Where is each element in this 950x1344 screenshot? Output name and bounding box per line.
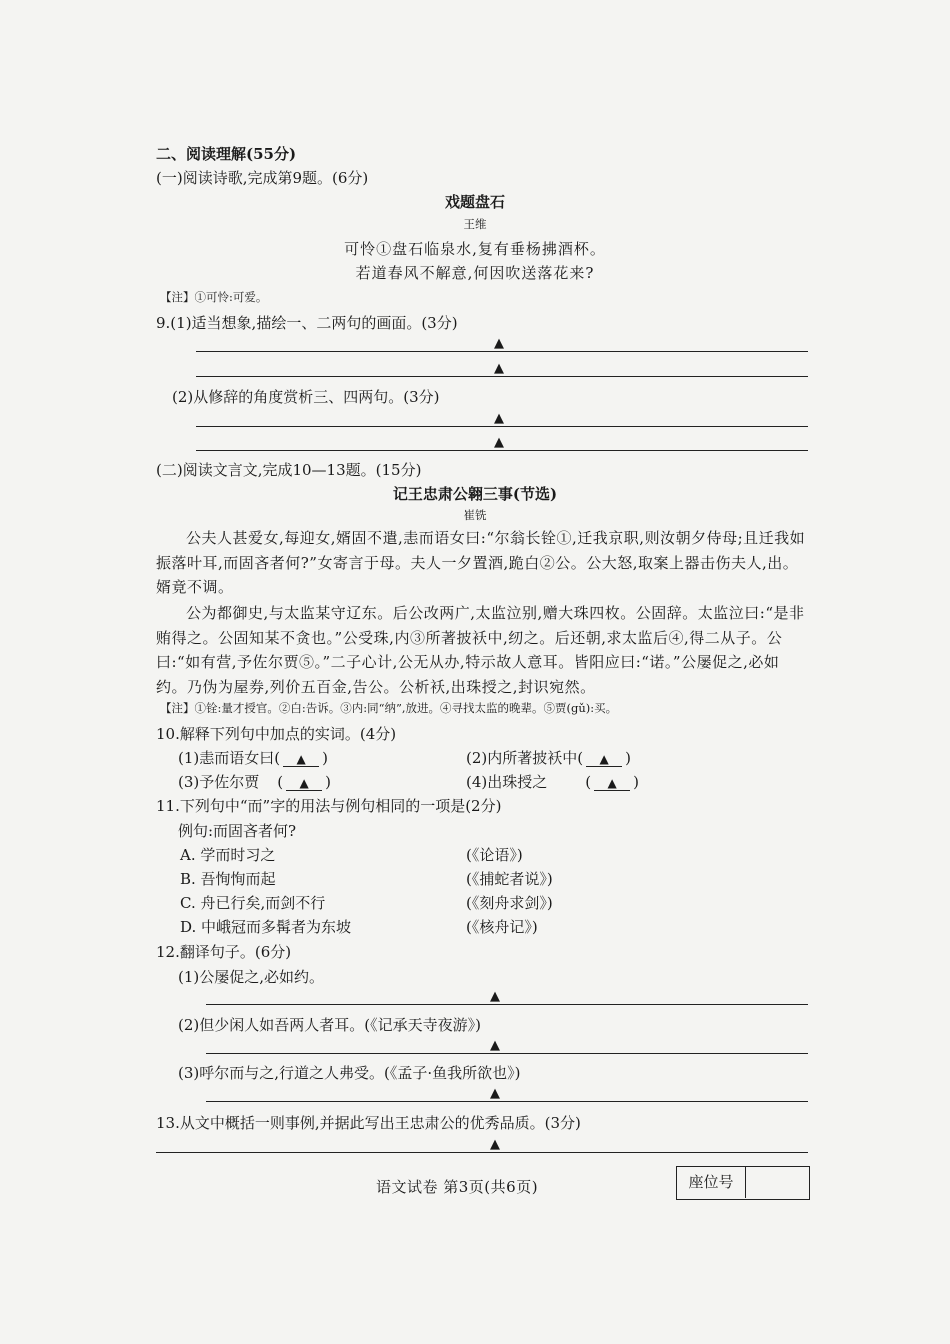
answer-mark: ▲ xyxy=(494,361,504,376)
classical-paragraph-1: 公夫人甚爱女,每迎女,婿固不遣,恚而语女曰:“尔翁长铨①,迁我京职,则汝朝夕侍母;且迁我如振落叶耳,而固吝者何?”女寄言于母。夫人一夕置酒,跪白②公。公大怒,取案上器击伤夫人,出。婿竟不调。 xyxy=(156,529,806,596)
answer-line[interactable] xyxy=(206,1101,808,1102)
poem-line-1: 可怜①盘石临泉水,复有垂杨拂酒杯。 xyxy=(344,240,606,258)
q10-close: ) xyxy=(325,773,331,791)
answer-line[interactable] xyxy=(196,450,808,451)
q11-option-a[interactable]: A. 学而时习之 xyxy=(180,846,276,864)
q11-example: 例句:而固吝者何? xyxy=(178,822,297,840)
q13-stem: 13.从文中概括一则事例,并据此写出王忠肃公的优秀品质。(3分) xyxy=(156,1114,581,1132)
q10-blank[interactable]: ▲ xyxy=(286,776,322,791)
q10-blank[interactable]: ▲ xyxy=(283,752,319,767)
poem-author: 王维 xyxy=(463,217,487,231)
classical-paragraph-2: 公为都御史,与太监某守辽东。后公改两广,太监泣别,赠大珠四枚。公固辞。太监泣曰:“是非贿得之。公固知某不贪也。”公受珠,内③所著披袄中,纫之。后还朝,求太监后④,得二从子。公曰:“如有营,予佐尔贾⑤。”二子心计,公无从办,特示故人意耳。皆阳应曰:“诺。”公屡促之,必如约。乃伪为屋券,列价五百金,告公。公析袄,出珠授之,封识宛然。 xyxy=(156,604,805,696)
answer-mark: ▲ xyxy=(490,1038,500,1053)
answer-line[interactable] xyxy=(206,1004,808,1005)
q12-sentence-1: (1)公屡促之,必如约。 xyxy=(178,968,325,986)
answer-line[interactable] xyxy=(196,426,808,427)
classical-note: 【注】①铨:量才授官。②白:告诉。③内:同“纳”,放进。④寻找太监的晚辈。⑤贾(gǔ):买。 xyxy=(160,701,618,715)
answer-mark: ▲ xyxy=(490,1137,500,1152)
poem-line-2: 若道春风不解意,何因吹送落花来? xyxy=(355,264,595,282)
answer-mark: ▲ xyxy=(494,336,504,351)
seat-number-label: 座位号 xyxy=(677,1167,746,1198)
q11-option-d-source: (《核舟记》) xyxy=(466,918,538,936)
answer-mark: ▲ xyxy=(490,1086,500,1101)
q12-stem: 12.翻译句子。(6分) xyxy=(156,943,292,961)
q10-item-4 xyxy=(466,771,639,792)
q11-option-c-source: (《刻舟求剑》) xyxy=(466,894,553,912)
q10-stem: 10.解释下列句中加点的实词。(4分) xyxy=(156,725,397,743)
section-title: 二、阅读理解(55分) xyxy=(156,145,297,163)
q11-option-b-source: (《捕蛇者说》) xyxy=(466,870,553,888)
q9-part2: (2)从修辞的角度赏析三、四两句。(3分) xyxy=(172,388,440,406)
classical-intro: (二)阅读文言文,完成10—13题。(15分) xyxy=(156,461,422,479)
poem-intro: (一)阅读诗歌,完成第9题。(6分) xyxy=(156,169,369,187)
answer-line[interactable] xyxy=(196,351,808,352)
answer-line[interactable] xyxy=(206,1053,808,1054)
q10-item-3 xyxy=(178,771,331,792)
q10-open: ( xyxy=(277,773,284,791)
classical-title: 记王忠肃公翱三事(节选) xyxy=(392,485,558,503)
page-footer: 语文试卷 第3页(共6页) xyxy=(376,1178,539,1196)
q10-item-text: (2)内所著披袄中( xyxy=(466,749,584,767)
seat-number-box xyxy=(676,1166,810,1200)
q10-item-1 xyxy=(178,747,328,768)
q10-item-text: (1)恚而语女曰( xyxy=(178,749,281,767)
answer-line[interactable] xyxy=(196,376,808,377)
poem-note: 【注】①可怜:可爱。 xyxy=(160,290,268,304)
classical-author: 崔铣 xyxy=(463,508,487,522)
q9-part1: 9.(1)适当想象,描绘一、二两句的画面。(3分) xyxy=(156,314,458,332)
answer-mark: ▲ xyxy=(490,989,500,1004)
poem-title: 戏题盘石 xyxy=(444,193,505,211)
q11-option-b[interactable]: B. 吾恂恂而起 xyxy=(180,870,276,888)
q12-sentence-2: (2)但少闲人如吾两人者耳。(《记承天寺夜游》) xyxy=(178,1016,481,1034)
answer-mark: ▲ xyxy=(494,435,504,450)
q10-item-text: (3)予佐尔贾 xyxy=(178,773,260,791)
q11-option-d[interactable]: D. 中峨冠而多髯者为东坡 xyxy=(180,918,352,936)
answer-mark: ▲ xyxy=(494,411,504,426)
q11-stem: 11.下列句中“而”字的用法与例句相同的一项是(2分) xyxy=(156,797,502,815)
q10-open: ( xyxy=(585,773,592,791)
q10-blank[interactable]: ▲ xyxy=(594,776,630,791)
q10-blank[interactable]: ▲ xyxy=(586,752,622,767)
seat-number-input[interactable] xyxy=(746,1167,808,1198)
q10-item-2 xyxy=(466,747,631,768)
q10-item-text: (4)出珠授之 xyxy=(466,773,548,791)
answer-line[interactable] xyxy=(156,1152,808,1153)
q11-option-c[interactable]: C. 舟已行矣,而剑不行 xyxy=(180,894,326,912)
q10-close: ) xyxy=(322,749,328,767)
q10-close: ) xyxy=(633,773,639,791)
q10-close: ) xyxy=(625,749,631,767)
q11-option-a-source: (《论语》) xyxy=(466,846,523,864)
q12-sentence-3: (3)呼尔而与之,行道之人弗受。(《孟子·鱼我所欲也》) xyxy=(178,1064,521,1082)
